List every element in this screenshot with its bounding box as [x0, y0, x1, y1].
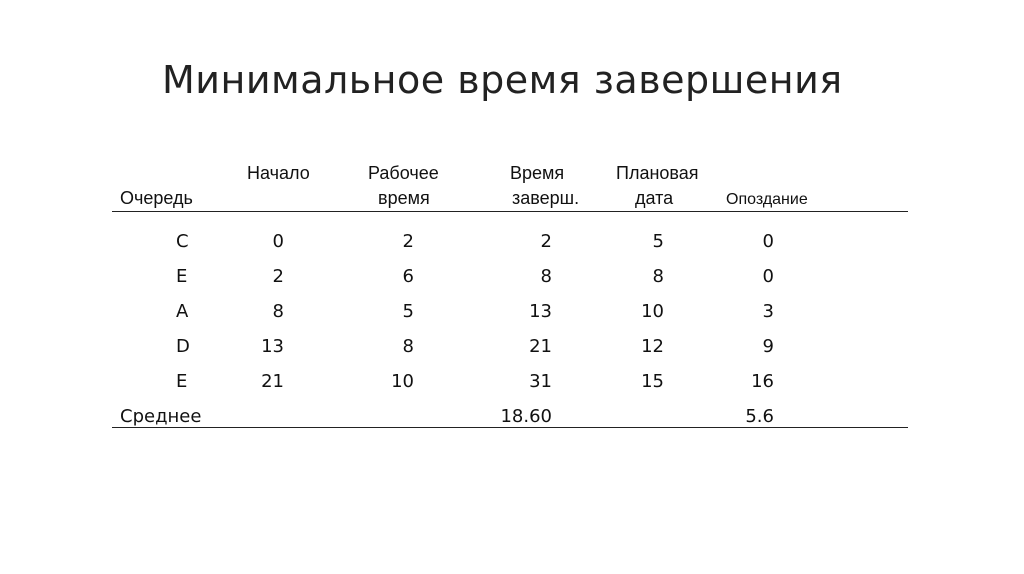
cell-work: 8: [402, 336, 414, 357]
cell-due: 10: [641, 301, 664, 322]
average-delay: 5.6: [745, 406, 774, 427]
cell-delay: 0: [762, 231, 774, 252]
cell-delay: 16: [751, 371, 774, 392]
header-finish-line2: заверш.: [512, 188, 580, 208]
cell-work: 10: [391, 371, 414, 392]
average-finish: 18.60: [500, 406, 552, 427]
cell-work: 6: [402, 266, 414, 287]
cell-start: 8: [272, 301, 284, 322]
cell-due: 8: [652, 266, 664, 287]
cell-due: 12: [641, 336, 664, 357]
cell-job: E: [176, 266, 188, 287]
header-finish-line1: Время: [510, 163, 565, 183]
header-start: Начало: [247, 163, 310, 183]
cell-start: 13: [261, 336, 284, 357]
header-rule: [112, 211, 908, 212]
cell-due: 15: [641, 371, 664, 392]
cell-finish: 8: [540, 266, 552, 287]
slide-title: Минимальное время завершения: [162, 58, 843, 102]
header-work-line1: Рабочее: [368, 163, 439, 183]
cell-job: D: [176, 336, 190, 357]
cell-finish: 21: [529, 336, 552, 357]
average-label: Среднее: [120, 406, 202, 427]
cell-start: 2: [272, 266, 284, 287]
cell-start: 21: [261, 371, 284, 392]
footer-rule: [112, 427, 908, 428]
cell-finish: 31: [529, 371, 552, 392]
header-planned-line1: Плановая: [616, 163, 699, 183]
cell-job: A: [176, 301, 189, 322]
cell-delay: 3: [762, 301, 774, 322]
cell-job: E: [176, 371, 188, 392]
header-delay: Опоздание: [726, 191, 808, 208]
cell-delay: 9: [762, 336, 774, 357]
cell-work: 2: [402, 231, 414, 252]
header-planned-line2: дата: [635, 188, 674, 208]
header-work-line2: время: [378, 188, 430, 208]
cell-job: C: [176, 231, 189, 252]
cell-work: 5: [402, 301, 414, 322]
header-queue: Очередь: [120, 188, 193, 208]
cell-start: 0: [272, 231, 284, 252]
cell-finish: 2: [540, 231, 552, 252]
cell-delay: 0: [762, 266, 774, 287]
cell-due: 5: [652, 231, 664, 252]
cell-finish: 13: [529, 301, 552, 322]
